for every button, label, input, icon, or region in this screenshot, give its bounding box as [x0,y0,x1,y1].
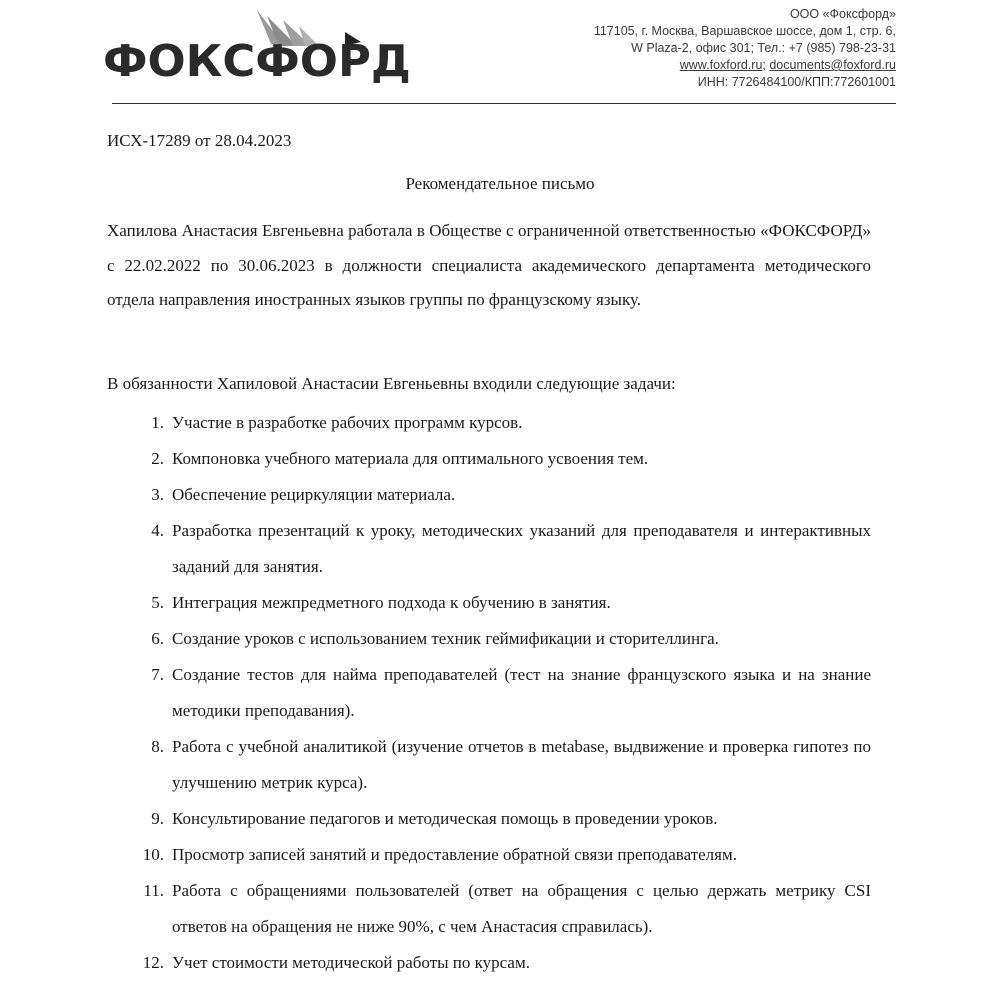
list-item: 11. Работа с обращениями пользователей (ответ на обращения с целью держать метрику CSI ответов на обращения не ниже 90%, с чем Анастасия справилась). [143,881,871,936]
list-item: 6. Создание уроков с использованием техник геймификации и сторителлинга. [151,629,719,648]
org-inn-kpp: ИНН: 7726484100/КПП:772601001 [697,75,896,89]
letter-title: Рекомендательное письмо [405,174,595,193]
list-item: 5. Интеграция межпредметного подхода к обучению в занятия. [151,593,611,612]
list-item: 2. Компоновка учебного материала для оптимального усвоения тем. [151,449,649,468]
org-name: ООО «Фоксфорд» [789,7,896,21]
duties-intro: В обязанности Хапиловой Анастасии Евгеньевны входили следующие задачи: [107,374,676,393]
header-divider [112,103,896,104]
list-item: 7. Создание тестов для найма преподавателей (тест на знание французского языка и на знание методики преподавания). [151,665,871,720]
foxford-logo [103,6,411,87]
list-item: 4. Разработка презентаций к уроку, методических указаний для преподавателя и интерактивных заданий для занятия. [151,521,871,576]
list-item: 8. Работа с учебной аналитикой (изучение отчетов в metabase, выдвижение и проверка гипотез по улучшению метрик курса). [151,737,871,792]
logo-wordmark: ФОКСФОРД [103,36,411,87]
list-item: 9. Консультирование педагогов и методическая помощь в проведении уроков. [151,809,718,828]
org-address-line-1: 117105, г. Москва, Варшавское шоссе, дом 1, стр. 6, [593,24,896,38]
list-item: 1. Участие в разработке рабочих программ курсов. [151,413,523,432]
intro-paragraph: Хапилова Анастасия Евгеньевна работала в Обществе с ограниченной ответственностью «ФОКСФОРД» с 22.02.2022 по 30.06.2023 в должности специалиста академического департамента методического отдела направления иностранных языков группы по французскому языку. [107,221,871,309]
duties-list [107,405,871,981]
website-link[interactable]: www.foxford.ru [679,58,763,72]
org-contacts: www.foxford.ru; documents@foxford.ru [679,58,896,72]
email-link[interactable]: documents@foxford.ru [769,58,896,72]
organization-details [476,6,896,91]
list-item: 12. Учет стоимости методической работы по курсам. [142,953,530,972]
list-item: 10. Просмотр записей занятий и предоставление обратной связи преподавателям. [142,845,737,864]
reference-number: ИСХ-17289 от 28.04.2023 [107,131,292,150]
list-item: 3. Обеспечение рециркуляции материала. [151,485,456,504]
org-address-line-2: W Plaza-2, офис 301; Тел.: +7 (985) 798-23-31 [631,41,896,55]
